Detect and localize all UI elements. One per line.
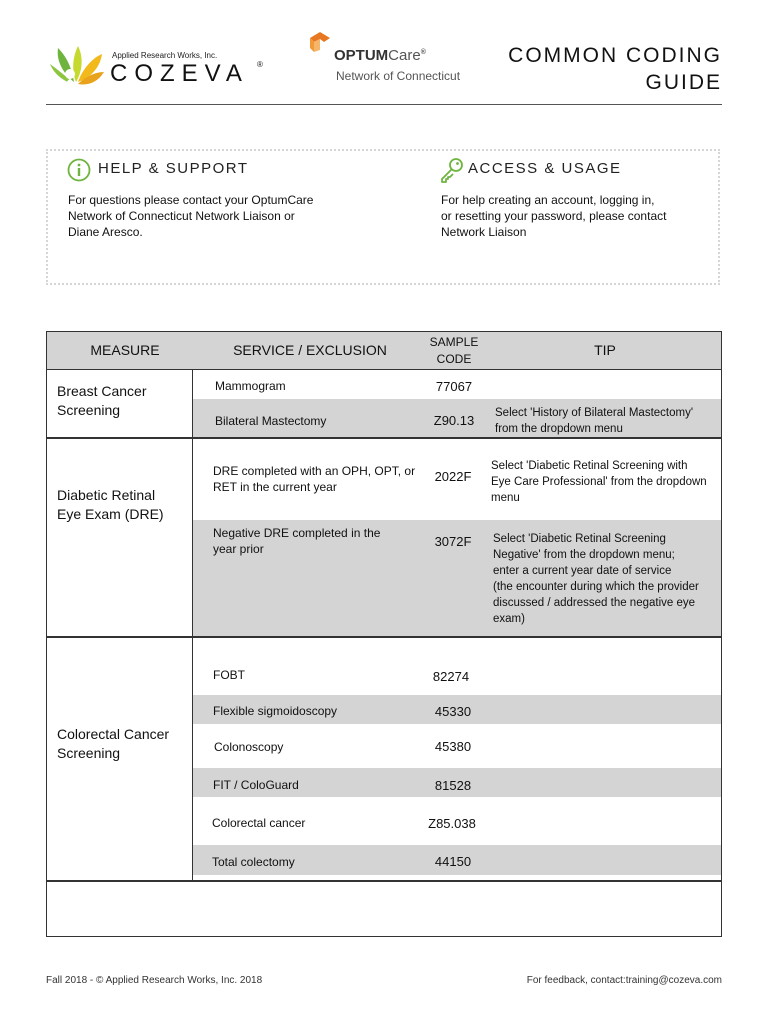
page-title-line1: COMMON CODING <box>508 44 722 67</box>
measure-breast-cancer <box>57 382 146 420</box>
tip-line: Negative' from the dropdown menu; <box>493 549 675 561</box>
column-divider <box>192 637 193 880</box>
tip-line: Eye Care Professional' from the dropdown <box>491 476 707 488</box>
optum-mark-icon <box>306 30 334 60</box>
access-line: For help creating an account, logging in, <box>441 193 655 207</box>
cozeva-tagline: Applied Research Works, Inc. <box>112 51 218 60</box>
service-cell: Colonoscopy <box>214 740 284 754</box>
key-icon <box>439 157 465 188</box>
access-usage-heading: ACCESS & USAGE <box>468 160 622 177</box>
tip-line: Select 'Diabetic Retinal Screening with <box>491 460 688 472</box>
access-line: Network Liaison <box>441 225 527 239</box>
service-cell: Total colectomy <box>212 855 295 869</box>
header-service: SERVICE / EXCLUSION <box>233 342 387 358</box>
measure-diabetic-retinal <box>57 486 164 524</box>
code-cell: 77067 <box>435 379 473 394</box>
code-cell: 2022F <box>434 469 472 484</box>
service-line: DRE completed with an OPH, OPT, or <box>213 464 416 478</box>
code-cell: Z85.038 <box>428 816 476 831</box>
column-divider <box>192 438 193 636</box>
service-cell <box>213 525 380 557</box>
measure-line: Screening <box>57 745 121 761</box>
code-cell: 82274 <box>432 669 470 684</box>
section-divider <box>46 880 722 882</box>
footer-feedback: For feedback, contact:training@cozeva.com <box>526 975 722 986</box>
measure-line: Colorectal Cancer <box>57 726 170 742</box>
tip-cell <box>493 531 699 627</box>
page-title-line2: GUIDE <box>645 71 722 94</box>
measure-line: Diabetic Retinal <box>57 487 156 503</box>
page-title <box>508 42 722 96</box>
header-code-line1: SAMPLE <box>429 335 479 349</box>
help-line: Diane Aresco. <box>68 225 143 239</box>
section-divider <box>46 437 722 439</box>
measure-line: Breast Cancer <box>57 383 147 399</box>
access-line: or resetting your password, please contact <box>441 209 667 223</box>
tip-line: enter a current year date of service <box>493 565 672 577</box>
column-divider <box>192 370 193 437</box>
service-cell: Bilateral Mastectomy <box>215 414 327 428</box>
help-line: For questions please contact your OptumCare <box>68 193 314 207</box>
header-code-line2: CODE <box>436 352 472 366</box>
service-cell: FOBT <box>213 668 245 682</box>
tip-line: discussed / addressed the negative eye <box>493 597 696 609</box>
help-support-text <box>68 192 313 240</box>
code-cell: 81528 <box>434 778 472 793</box>
access-usage-text <box>441 192 666 240</box>
service-cell <box>213 463 415 495</box>
optum-trademark: ® <box>420 49 426 56</box>
service-cell: Colorectal cancer <box>212 816 306 830</box>
tip-line: from the dropdown menu <box>495 423 623 435</box>
service-cell: Mammogram <box>215 379 286 393</box>
tip-line: Select 'Diabetic Retinal Screening <box>493 533 666 545</box>
service-cell: Flexible sigmoidoscopy <box>213 704 338 718</box>
tip-cell <box>495 405 693 437</box>
code-cell: 44150 <box>434 854 472 869</box>
help-line: Network of Connecticut Network Liaison or <box>68 209 295 223</box>
cozeva-wordmark: COZEVA <box>110 60 249 87</box>
code-cell: Z90.13 <box>433 413 475 428</box>
optum-logo <box>306 30 334 60</box>
tip-line: Select 'History of Bilateral Mastectomy' <box>495 407 694 419</box>
optum-brand-text: OPTUM <box>334 47 389 64</box>
optum-network-name: Network of Connecticut <box>336 69 461 83</box>
cozeva-leaf-icon <box>44 44 108 92</box>
optum-care-text: Care <box>388 47 421 64</box>
service-line: RET in the current year <box>213 480 337 494</box>
tip-line: exam) <box>493 613 525 625</box>
footer-copyright: Fall 2018 - © Applied Research Works, Inc. 2018 <box>46 975 263 986</box>
measure-line: Eye Exam (DRE) <box>57 506 164 522</box>
code-cell: 45330 <box>434 704 472 719</box>
service-line: Negative DRE completed in the <box>213 526 381 540</box>
tip-cell <box>491 458 707 506</box>
service-cell: FIT / ColoGuard <box>213 778 299 792</box>
section-divider <box>46 636 722 638</box>
measure-line: Screening <box>57 402 121 418</box>
code-cell: 45380 <box>434 739 472 754</box>
tip-line: (the encounter during which the provider <box>493 581 699 593</box>
header-sample-code <box>414 334 494 368</box>
service-line: year prior <box>213 542 264 556</box>
help-support-heading: HELP & SUPPORT <box>98 160 249 177</box>
header-measure: MEASURE <box>90 342 160 358</box>
optum-brand <box>334 47 426 64</box>
header-divider <box>46 104 722 105</box>
header-tip: TIP <box>594 342 616 358</box>
cozeva-logo <box>44 44 108 92</box>
measure-colorectal <box>57 725 169 763</box>
cozeva-registered-mark: ® <box>257 60 263 69</box>
code-cell: 3072F <box>434 534 472 549</box>
tip-line: menu <box>491 492 520 504</box>
info-icon <box>67 158 91 187</box>
